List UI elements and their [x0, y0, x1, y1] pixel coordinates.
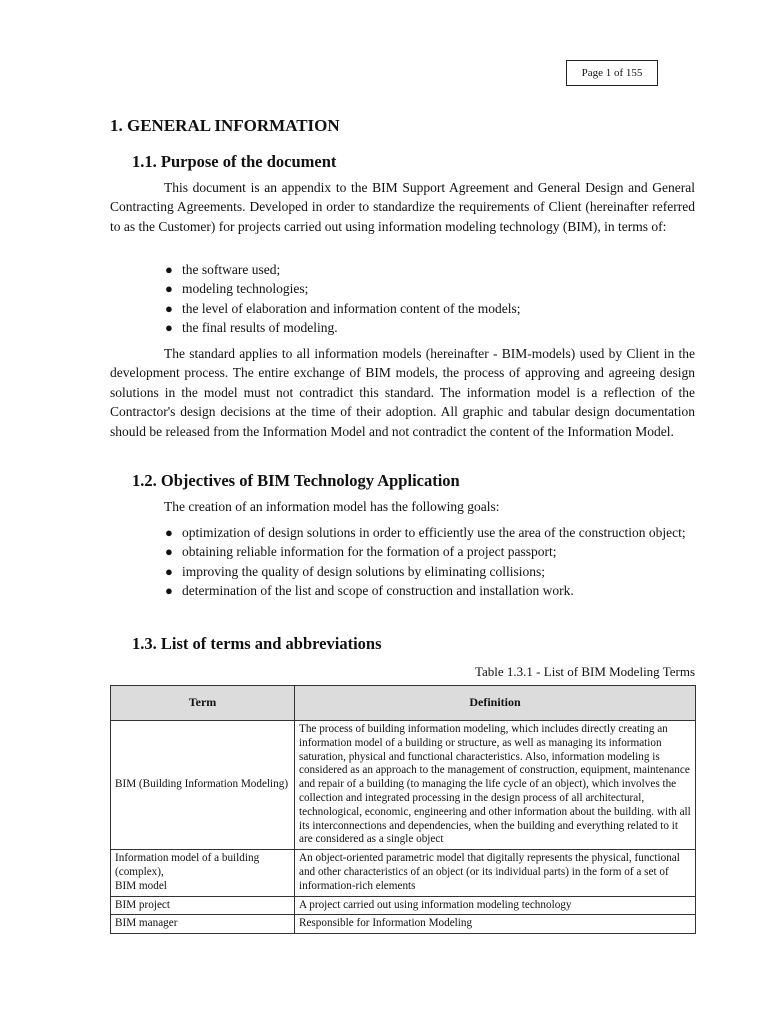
bullet-icon: ● — [165, 544, 173, 560]
bullet-icon: ● — [165, 583, 173, 599]
definition-cell: Responsible for Information Modeling — [295, 915, 696, 934]
page-number-box: Page 1 of 155 — [566, 60, 658, 86]
definition-cell: The process of building information modeling, which includes directly creating an information model of a building or structure, as well as managing its information saturation, physical and functional characteristics. Also, information modeling is considered as an approach to the management of construction, equipment, maintenance and repair of a building (to managing the life cycle of an object), which involves the collection and integrated processing in the design process of all architectural, technological, economic, engineering and other information about the building. with all its interconnections and dependencies, when the building and everything related to it are considered as a single object — [295, 721, 696, 850]
list-item: ● obtaining reliable information for the formation of a project passport; — [160, 542, 695, 561]
objectives-intro-paragraph: The creation of an information model has the following goals: — [164, 499, 500, 514]
definition-cell: An object-oriented parametric model that digitally represents the physical, functional and other characteristics of an object (or its individual parts) in the form of a set of information-rich elements — [295, 850, 696, 896]
list-item: ● improving the quality of design solutions by eliminating collisions; — [160, 562, 695, 581]
terms-table — [110, 685, 696, 934]
term-cell: Information model of a building (complex), BIM model — [111, 850, 295, 896]
bullet-icon: ● — [165, 320, 173, 336]
purpose-bullet-list — [160, 260, 695, 338]
standard-paragraph: The standard applies to all information models (hereinafter - BIM-models) used by Client in the development process. The entire exchange of BIM models, the process of approving and agreeing design solutions in the model must not contradict this standard. The information model is a reflection of the Contractor's design decisions at the time of their adoption. All graphic and tabular design documentation should be released from the Information Model and not contradict the content of the Information Model. — [110, 346, 695, 439]
subsection-heading-objectives: 1.2. Objectives of BIM Technology Application — [132, 471, 460, 490]
table-row — [111, 721, 696, 850]
column-header-term: Term — [111, 686, 295, 721]
table-row — [111, 896, 696, 915]
subsection-heading-terms: 1.3. List of terms and abbreviations — [132, 634, 382, 653]
bullet-icon: ● — [165, 281, 173, 297]
bullet-icon: ● — [165, 525, 173, 540]
list-item: ● optimization of design solutions in order to efficiently use the area of the construction object; — [160, 523, 695, 542]
table-caption: Table 1.3.1 - List of BIM Modeling Terms — [475, 664, 695, 679]
term-cell: BIM (Building Information Modeling) — [111, 721, 295, 850]
list-item: ● determination of the list and scope of construction and installation work. — [160, 581, 695, 600]
purpose-intro-paragraph: This document is an appendix to the BIM Support Agreement and General Design and General Contracting Agreements. Developed in order to standardize the requirements of Client (hereinafter referred to as the Customer) for projects carried out using information modeling technology (BIM), in terms of: — [110, 180, 695, 234]
list-item: ● the final results of modeling. — [160, 318, 695, 337]
list-item: ● modeling technologies; — [160, 279, 695, 298]
subsection-heading-purpose: 1.1. Purpose of the document — [132, 152, 337, 171]
bullet-icon: ● — [165, 262, 173, 277]
bullet-icon: ● — [165, 563, 173, 579]
objectives-bullet-list — [160, 523, 695, 601]
term-cell: BIM project — [111, 896, 295, 915]
section-heading-general-information: 1. GENERAL INFORMATION — [110, 116, 340, 135]
list-item: ● the software used; — [160, 260, 695, 279]
table-row — [111, 915, 696, 934]
column-header-definition: Definition — [295, 686, 696, 721]
bullet-icon: ● — [165, 300, 173, 316]
table-header-row — [111, 686, 696, 721]
list-item: ● the level of elaboration and information content of the models; — [160, 299, 695, 318]
term-cell: BIM manager — [111, 915, 295, 934]
definition-cell: A project carried out using information modeling technology — [295, 896, 696, 915]
table-row — [111, 850, 696, 896]
